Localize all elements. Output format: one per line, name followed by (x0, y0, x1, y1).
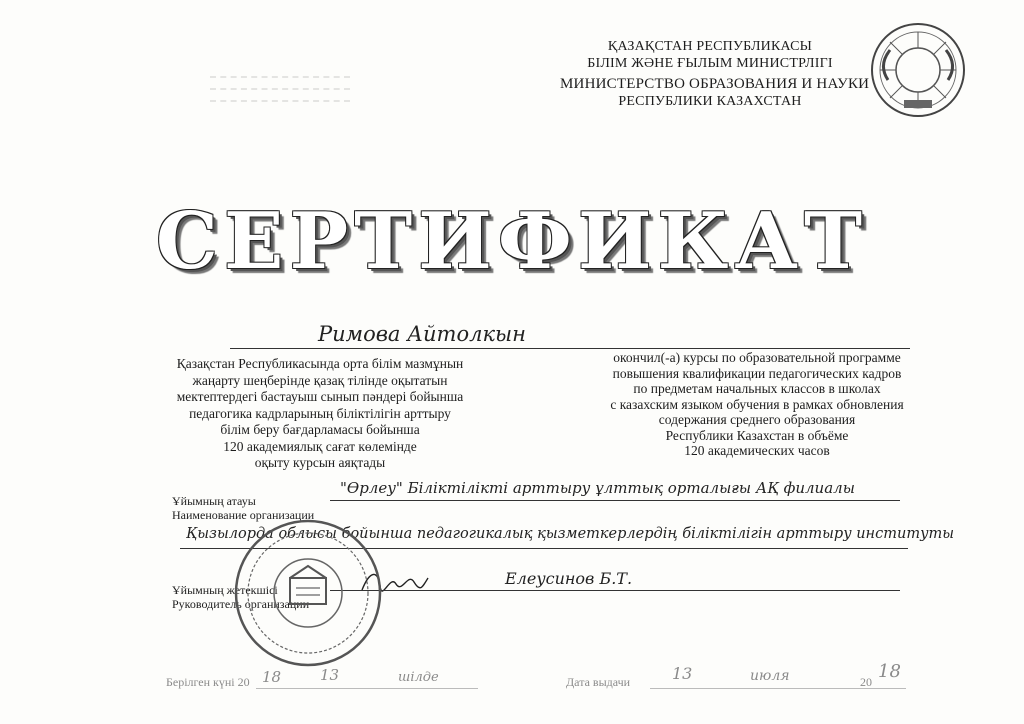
head-label-kz: Ұйымның жетекшісі (172, 583, 278, 597)
org-label-ru: Наименование организации (172, 508, 315, 522)
issue-ru-underline (650, 688, 906, 689)
issue-ru-month: июля (750, 668, 790, 684)
ru-body-line: Республики Казахстан в объёме (665, 427, 849, 443)
issue-kz-label: Берілген күні 20 (166, 675, 250, 689)
issue-kz-underline (256, 688, 478, 689)
issue-kz-day: 13 (320, 666, 340, 684)
issue-kz-year: 18 (262, 668, 282, 686)
name-underline (230, 348, 910, 349)
kz-body-line: Қазақстан Республикасында орта білім мазмұнын (176, 356, 464, 371)
kz-body-line: жаңарту шеңберінде қазақ тілінде оқытатын (192, 372, 448, 388)
org-name-line2: Қызылорда облысы бойынша педагогикалық қызметкерлердің біліктілігін арттыру институты (186, 526, 955, 542)
certificate-title: СЕРТИФИКАТ (155, 196, 869, 287)
ministry-header (560, 38, 870, 110)
ru-body-line: окончил(-а) курсы по образовательной программе (613, 350, 901, 365)
org-underline-1 (330, 500, 900, 501)
head-label-ru: Руководитель организации (172, 597, 310, 611)
ghost-print (210, 70, 350, 130)
ministry-kz-line1: ҚАЗАҚСТАН РЕСПУБЛИКАСЫ (607, 39, 813, 54)
head-underline (330, 590, 900, 591)
issue-kz-month: шілде (398, 670, 439, 685)
organization-stamp-icon (228, 518, 388, 668)
ministry-ru-line2: РЕСПУБЛИКИ КАЗАХСТАН (618, 94, 802, 109)
kz-body (160, 356, 480, 472)
org-label-kz: Ұйымның атауы (172, 494, 256, 508)
issue-ru-year: 18 (878, 661, 901, 682)
ru-body-line: по предметам начальных классов в школах (633, 381, 881, 396)
ministry-kz-line2: БІЛІМ ЖӘНЕ ҒЫЛЫМ МИНИСТРЛІГІ (587, 56, 833, 71)
recipient-name: Римова Айтолкын (318, 322, 526, 346)
ru-body (592, 350, 922, 459)
ministry-ru-line1: МИНИСТЕРСТВО ОБРАЗОВАНИЯ И НАУКИ (560, 76, 870, 92)
ru-body-line: повышения квалификации педагогических кадров (612, 365, 902, 381)
head-name: Елеусинов Б.Т. (505, 569, 633, 588)
kz-body-line: педагогика кадрларының біліктілігін арттыру (189, 405, 451, 421)
state-emblem-icon (868, 20, 968, 120)
kz-body-line: мектептердегі бастауыш сынып пәндері бойынша (176, 389, 464, 404)
ru-body-line: содержания среднего образования (658, 412, 856, 427)
issue-ru-day: 13 (672, 664, 693, 683)
ru-body-line: с казахским языком обучения в рамках обновления (610, 396, 904, 412)
kz-body-line: 120 академиялық сағат көлемінде (223, 438, 417, 454)
kz-body-line: білім беру бағдарламасы бойынша (220, 422, 420, 437)
issue-ru-year-prefix: 20 (860, 675, 872, 689)
ru-body-line: 120 академических часов (684, 443, 830, 458)
issue-ru-label: Дата выдачи (566, 675, 631, 689)
kz-body-line: оқыту курсын аяқтады (254, 455, 386, 470)
org-name-line1: "Өрлеу" Біліктілікті арттыру ұлттық орталығы АҚ филиалы (340, 479, 855, 497)
